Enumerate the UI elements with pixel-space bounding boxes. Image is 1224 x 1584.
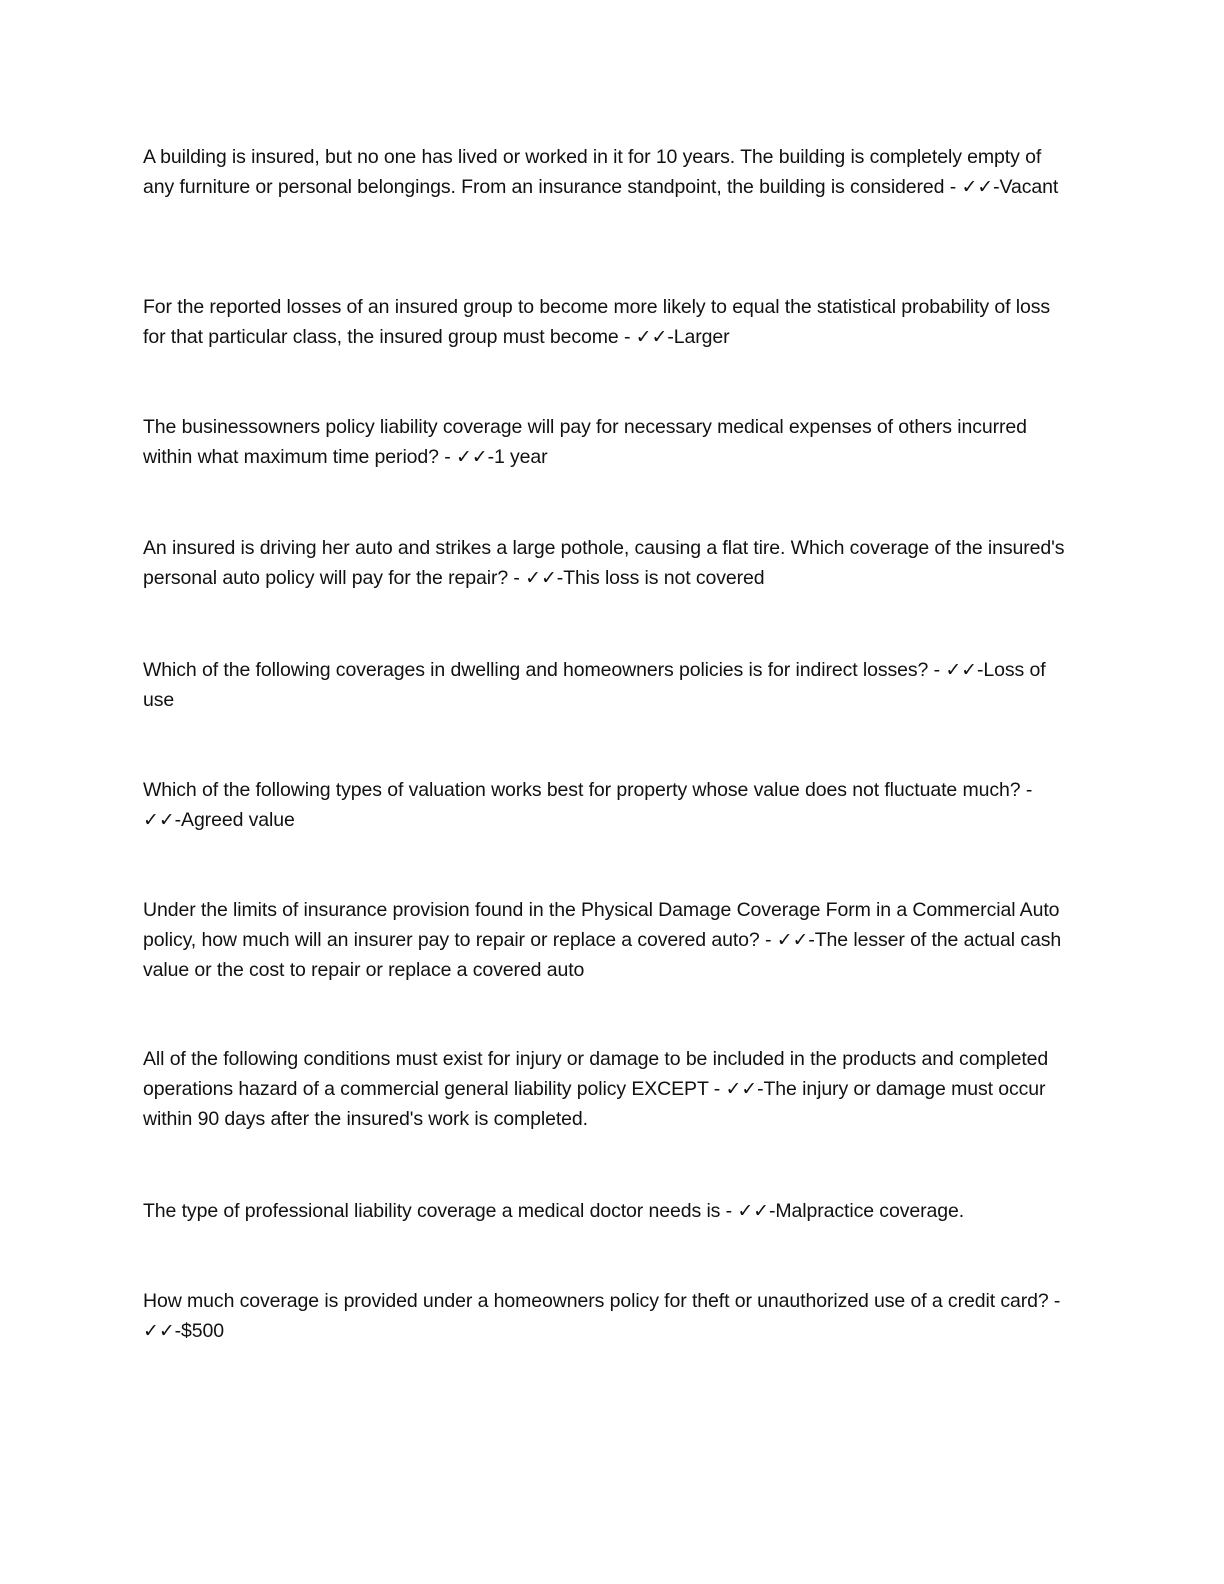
checkmark-icon: ✓✓	[961, 176, 994, 198]
question-text: An insured is driving her auto and strikes a large pothole, causing a flat tire. Which coverage of the insured's personal auto policy will pay for the repair? -	[143, 537, 1065, 589]
question-text: All of the following conditions must exist for injury or damage to be included in the products and completed operations hazard of a commercial general liability policy EXCEPT -	[143, 1048, 1049, 1100]
checkmark-icon: ✓✓	[143, 1320, 175, 1342]
checkmark-icon: ✓✓	[525, 567, 557, 589]
checkmark-icon: ✓✓	[725, 1078, 758, 1100]
answer-text: -Agreed value	[174, 809, 295, 831]
checkmark-icon: ✓✓	[737, 1200, 769, 1222]
question-text: For the reported losses of an insured group to become more likely to equal the statistical probability of loss for that particular class, the insured group must become -	[143, 296, 1051, 348]
answer-text: -1 year	[487, 446, 548, 468]
question-text: A building is insured, but no one has lived or worked in it for 10 years. The building is completely empty of any furniture or personal belongings. From an insurance standpoint, the building is considered -	[143, 146, 1042, 198]
answer-text: -This loss is not covered	[556, 567, 765, 589]
qa-item	[143, 533, 1073, 593]
answer-text: -Malpractice coverage.	[769, 1200, 965, 1222]
answer-text: -Vacant	[993, 176, 1059, 198]
checkmark-icon: ✓✓	[143, 809, 175, 831]
qa-item	[143, 655, 1073, 715]
question-text: How much coverage is provided under a homeowners policy for theft or unauthorized use of a credit card? -	[143, 1290, 1061, 1312]
qa-item	[143, 142, 1073, 202]
checkmark-icon: ✓✓	[945, 659, 977, 681]
question-text: Which of the following coverages in dwelling and homeowners policies is for indirect losses? -	[143, 659, 946, 681]
answer-text: -Loss of use	[143, 659, 1046, 711]
qa-item	[143, 292, 1073, 352]
qa-item	[143, 1044, 1073, 1134]
qa-item	[143, 1196, 1073, 1226]
answer-text: -The lesser of the actual cash value or the cost to repair or replace a covered auto	[143, 929, 1062, 981]
qa-item	[143, 775, 1073, 835]
qa-item	[143, 895, 1073, 985]
question-text: Under the limits of insurance provision found in the Physical Damage Coverage Form in a Commercial Auto policy, how much will an insurer pay to repair or replace a covered auto? -	[143, 899, 1060, 951]
question-text: Which of the following types of valuation works best for property whose value does not fluctuate much? -	[143, 779, 1033, 801]
checkmark-icon: ✓✓	[635, 326, 668, 348]
qa-item	[143, 412, 1073, 472]
answer-text: -The injury or damage must occur within 90 days after the insured's work is completed.	[143, 1078, 1046, 1130]
question-text: The businessowners policy liability coverage will pay for necessary medical expenses of others incurred within what maximum time period? -	[143, 416, 1027, 468]
answer-text: -$500	[174, 1320, 225, 1342]
checkmark-icon: ✓✓	[455, 446, 488, 468]
qa-item	[143, 1286, 1073, 1346]
question-text: The type of professional liability coverage a medical doctor needs is -	[143, 1200, 738, 1222]
checkmark-icon: ✓✓	[776, 929, 809, 951]
answer-text: -Larger	[667, 326, 730, 348]
